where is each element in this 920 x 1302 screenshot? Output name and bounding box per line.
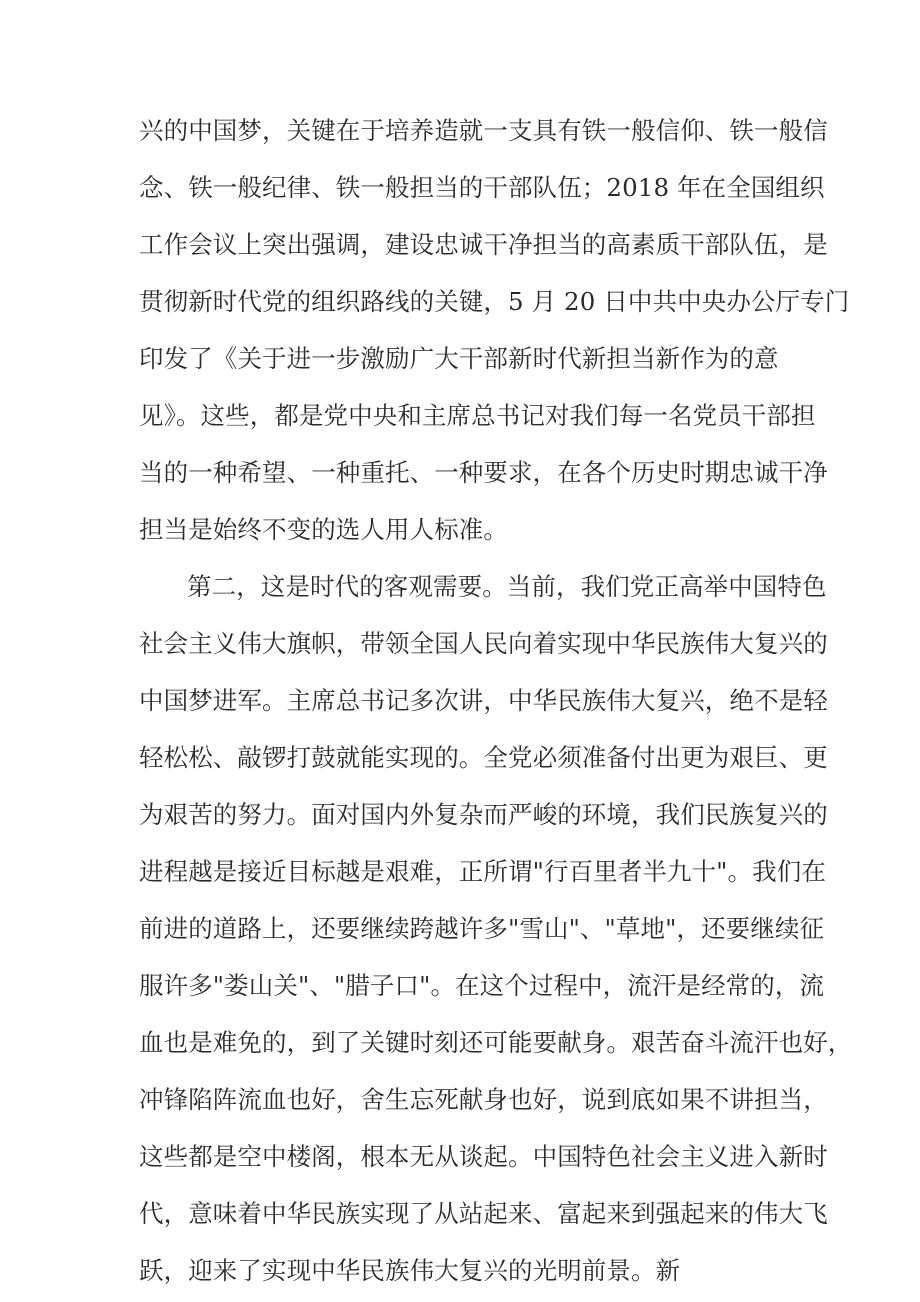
- text-line: 兴的中国梦，关键在于培养造就一支具有铁一般信仰、铁一般信: [139, 116, 828, 145]
- text-line: 工作会议上突出强调，建设忠诚干净担当的高素质干部队伍，是: [139, 230, 828, 259]
- text-line: 念、铁一般纪律、铁一般担当的干部队伍；2018 年在全国组织: [139, 173, 825, 202]
- text-line: 跃，迎来了实现中华民族伟大复兴的光明前景。新: [139, 1256, 681, 1285]
- text-line: 轻松松、敲锣打鼓就能实现的。全党必须准备付出更为艰巨、更: [139, 743, 828, 772]
- text-line: 印发了《关于进一步激励广大干部新时代新担当新作为的意: [139, 344, 779, 373]
- text-line: 代，意味着中华民族实现了从站起来、富起来到强起来的伟大飞: [139, 1199, 828, 1228]
- text-line: 贯彻新时代党的组织路线的关键，5 月 20 日中共中央办公厅专门: [139, 287, 850, 316]
- text-line: 社会主义伟大旗帜，带领全国人民向着实现中华民族伟大复兴的: [139, 629, 828, 658]
- text-line: 为艰苦的努力。面对国内外复杂而严峻的环境，我们民族复兴的: [139, 800, 828, 829]
- text-line: 担当是始终不变的选人用人标准。: [139, 515, 508, 544]
- text-line: 这些都是空中楼阁，根本无从谈起。中国特色社会主义进入新时: [139, 1142, 828, 1171]
- paragraph-first-line: 第二，这是时代的客观需要。当前，我们党正高举中国特色: [187, 572, 827, 601]
- text-line: 中国梦进军。主席总书记多次讲，中华民族伟大复兴，绝不是轻: [139, 686, 828, 715]
- text-line: 服许多"娄山关"、"腊子口"。在这个过程中，流汗是经常的，流: [139, 971, 825, 1000]
- text-line: 血也是难免的，到了关键时刻还可能要献身。艰苦奋斗流汗也好，: [139, 1028, 853, 1057]
- text-line: 进程越是接近目标越是艰难，正所谓"行百里者半九十"。我们在: [139, 857, 826, 886]
- text-line: 冲锋陷阵流血也好，舍生忘死献身也好，说到底如果不讲担当，: [139, 1085, 828, 1114]
- text-line: 见》。这些，都是党中央和主席总书记对我们每一名党员干部担: [139, 401, 816, 430]
- text-line: 当的一种希望、一种重托、一种要求，在各个历史时期忠诚干净: [139, 458, 828, 487]
- text-line: 前进的道路上，还要继续跨越许多"雪山"、"草地"，还要继续征: [139, 914, 825, 943]
